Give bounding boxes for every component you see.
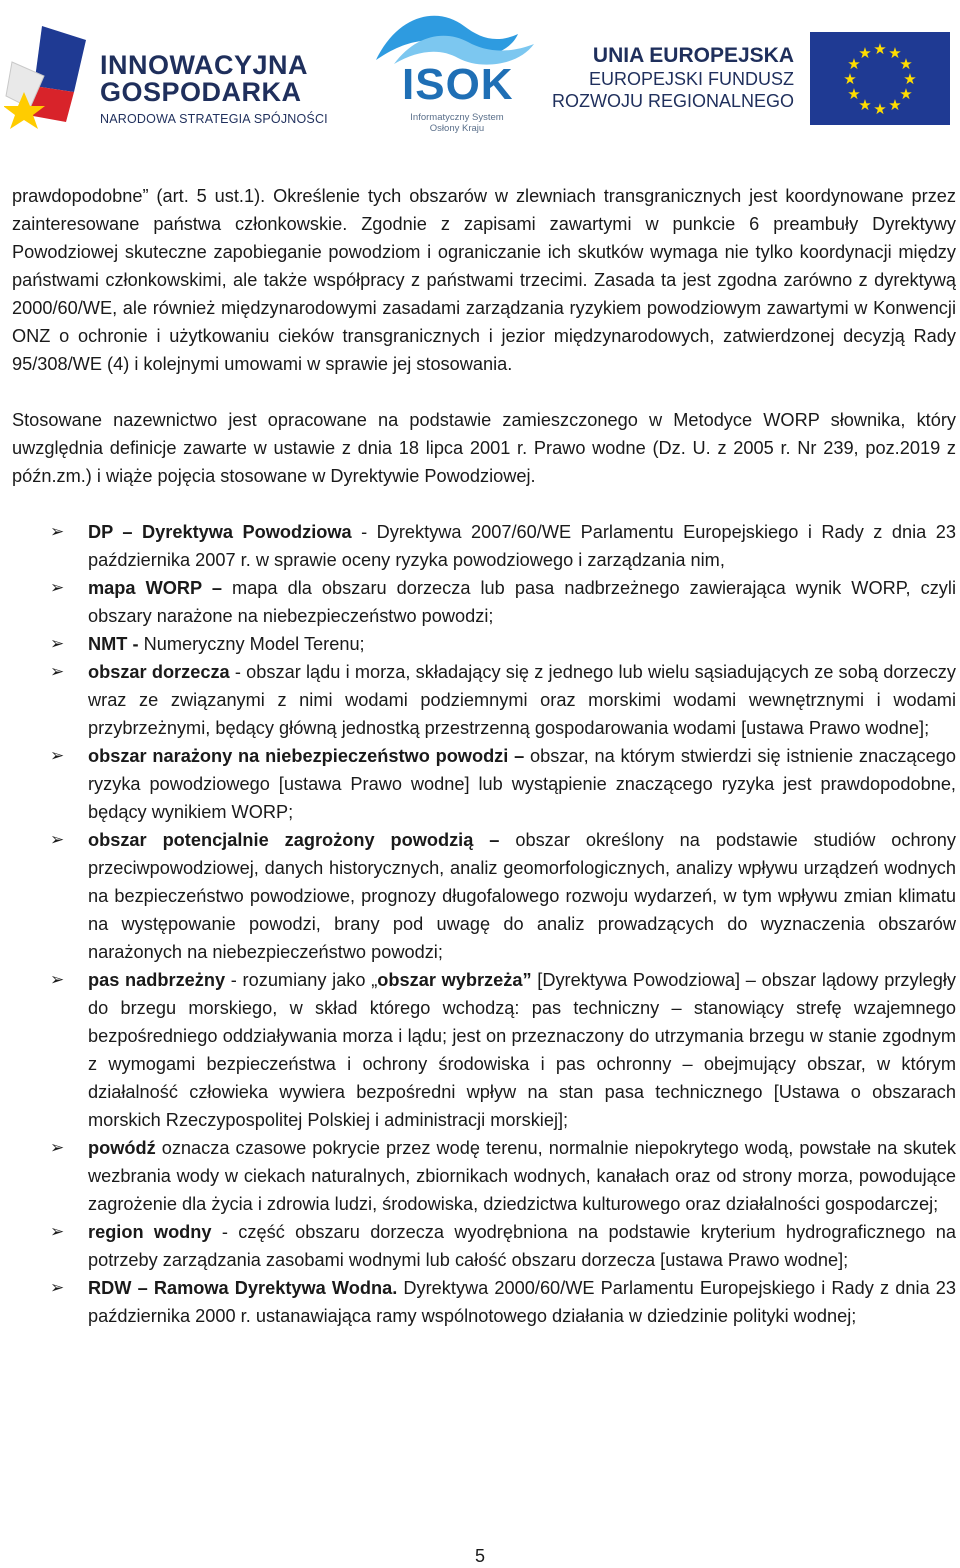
definition-text: obszar, na którym stwierdzi się istnienie znaczącego ryzyka powodziowego [ustawa Prawo wodne] lub wystąpienie znaczącego ryzyka jest prawdopodobne, będący wynikiem WORP;	[88, 746, 956, 822]
arrowhead-bullet-icon: ➢	[50, 634, 65, 653]
innowacyjna-gospodarka-logo	[4, 22, 344, 132]
arrowhead-bullet-icon: ➢	[50, 970, 65, 989]
definition-text: Dyrektywa 2000/60/WE Parlamentu Europejskiego i Rady z dnia 23 października 2000 r. ustanawiająca ramy wspólnotowego działania w dziedzinie polityki wodnej;	[88, 1278, 956, 1326]
innowacyjna-gospodarka-emblem-icon	[4, 22, 96, 132]
svg-text:★: ★	[858, 44, 872, 62]
arrowhead-bullet-icon: ➢	[50, 578, 65, 597]
definition-term: NMT -	[88, 634, 139, 654]
svg-text:★: ★	[873, 40, 887, 58]
definition-term: powódź	[88, 1138, 156, 1158]
definition-text: Numeryczny Model Terenu;	[138, 634, 365, 654]
definition-text: - rozumiany jako „	[225, 970, 378, 990]
svg-text:★: ★	[843, 70, 857, 88]
eu-fund-text	[548, 44, 794, 112]
body-paragraph: prawdopodobne” (art. 5 ust.1). Określenie tych obszarów w zlewniach transgranicznych jest koordynowane przez zainteresowane państwa członkowskie. Zgodnie z zapisami zawartymi w punkcie 6 preambuły Dyrektywy Powodziowej skuteczne zapobieganie powodziom i ograniczanie ich skutków wymaga nie tylko koordynacji między państwami członkowskimi, ale także współpracy z państwami trzecimi. Zasada ta jest zgodna zarówno z dyrektywą 2000/60/WE, ale również międzynarodowymi zasadami zarządzania ryzykiem powodziowym zawartymi w Konwencji ONZ o ochronie i użytkowaniu cieków transgranicznych i jezior międzynarodowych, zatwierdzonej decyzją Rady 95/308/WE (4) i kolejnymi umowami w sprawie jej stosowania.	[12, 186, 956, 374]
isok-subtitle	[402, 112, 512, 134]
eu-line-rozwoju: ROZWOJU REGIONALNEGO	[551, 91, 794, 111]
definition-text-continued: [Dyrektywa Powodziowa] – obszar lądowy przyległy do brzegu morskiego, w skład którego wchodzą: pas techniczny – stanowiący strefę wzajemnego bezpośredniego oddziaływania morza i lądu; jest on przeznaczony do utrzymania brzegu w stanie zgodnym z wymogami bezpieczeństwa i ochrony środowiska i pas ochronny – obejmujący obszar, w którym działalność człowieka wywiera bezpośredni wpływ na stan pasa technicznego [Ustawa o obszarach morskich Rzeczypospolitej Polskiej i administracji morskiej];	[88, 970, 956, 1130]
page-number: 5	[474, 1546, 485, 1566]
definition-term: region wodny	[88, 1222, 212, 1242]
svg-text:★: ★	[899, 85, 913, 103]
isok-subtitle-line2: Osłony Kraju	[429, 123, 485, 134]
arrowhead-bullet-icon: ➢	[50, 662, 65, 681]
document-body	[12, 182, 956, 1330]
arrowhead-bullet-icon: ➢	[50, 746, 65, 765]
isok-logo	[368, 4, 548, 144]
definition-term-secondary: obszar wybrzeża”	[377, 970, 532, 990]
arrowhead-bullet-icon: ➢	[50, 1138, 65, 1157]
logo-line-innowacyjna: INNOWACYJNA	[100, 50, 309, 80]
definition-text: obszar określony na podstawie studiów ochrony przeciwpowodziowej, danych historycznych, analiz geomorfologicznych, analizy wpływu urządzeń wodnych na bezpieczeństwo powodziowe, prognozy długofalowego rozwoju wydarzeń, w tym wpływu zmian klimatu na występowanie powodzi, brany pod uwagę do analiz prowadzących do wyznaczenia obszarów narażonych na niebezpieczeństwo powodzi;	[88, 830, 956, 962]
eu-stars-icon	[810, 32, 950, 125]
logo-line-strategia: NARODOWA STRATEGIA SPÓJNOŚCI	[100, 112, 328, 126]
arrowhead-bullet-icon: ➢	[50, 830, 65, 849]
body-paragraph: Stosowane nazewnictwo jest opracowane na podstawie zamieszczonego w Metodyce WORP słownika, który uwzględnia definicje zawarte w ustawie z dnia 18 lipca 2001 r. Prawo wodne (Dz. U. z 2005 r. Nr 239, poz.2019 z późn.zm.) i wiąże pojęcia stosowane w Dyrektywie Powodziowej.	[12, 410, 956, 486]
definition-term: obszar narażony na niebezpieczeństwo powodzi –	[88, 746, 525, 766]
page-header	[0, 0, 960, 150]
definition-item	[12, 1134, 956, 1218]
eu-flag-logo	[810, 32, 950, 125]
eu-line-unia: UNIA EUROPEJSKA	[592, 44, 794, 67]
logo-line-gospodarka: GOSPODARKA	[100, 77, 302, 107]
definition-item	[12, 966, 956, 1134]
svg-text:★: ★	[873, 100, 887, 118]
definition-item	[12, 658, 956, 742]
definition-term: DP – Dyrektywa Powodziowa	[88, 522, 352, 542]
svg-text:★: ★	[858, 96, 872, 114]
svg-text:★: ★	[847, 85, 861, 103]
svg-text:★: ★	[899, 55, 913, 73]
definition-item	[12, 630, 956, 658]
definition-text: - Dyrektywa 2007/60/WE Parlamentu Europejskiego i Rady z dnia 23 października 2007 r. w sprawie oceny ryzyka powodziowego i zarządzania nim,	[88, 522, 956, 570]
definition-text: - obszar lądu i morza, składający się z jednego lub wielu sąsiadujących ze sobą dorzeczy wraz ze związanymi z nimi wodami podziemnymi oraz morskimi wodami wewnętrznymi i wodami przybrzeżnymi, będący główną jednostką przestrzenną gospodarowania wodami [ustawa Prawo wodne];	[88, 662, 956, 738]
arrowhead-bullet-icon: ➢	[50, 522, 65, 541]
innowacyjna-gospodarka-wordmark	[100, 52, 328, 126]
arrowhead-bullet-icon: ➢	[50, 1222, 65, 1241]
arrowhead-bullet-icon: ➢	[50, 1278, 65, 1297]
definition-item	[12, 574, 956, 630]
definitions-list	[12, 518, 956, 1330]
svg-text:★: ★	[847, 55, 861, 73]
definition-text: mapa dla obszaru dorzecza lub pasa nadbrzeżnego zawierająca wynik WORP, czyli obszary narażone na niebezpieczeństwo powodzi;	[88, 578, 956, 626]
definition-term: mapa WORP –	[88, 578, 222, 598]
isok-wordmark: ISOK	[402, 60, 514, 109]
definition-term: RDW – Ramowa Dyrektywa Wodna.	[88, 1278, 398, 1298]
svg-text:★: ★	[903, 70, 917, 88]
eu-line-fundusz: EUROPEJSKI FUNDUSZ	[588, 69, 794, 89]
definition-item	[12, 826, 956, 966]
definition-item	[12, 742, 956, 826]
svg-text:★: ★	[888, 96, 902, 114]
definition-item	[12, 1274, 956, 1330]
definition-text: oznacza czasowe pokrycie przez wodę terenu, normalnie niepokrytego wodą, powstałe na skutek wezbrania wody w ciekach naturalnych, zbiornikach wodnych, kanałach oraz od strony morza, powodujące zagrożenie dla życia i zdrowia ludzi, środowiska, dziedzictwa kulturowego oraz działalności gospodarczej;	[88, 1138, 956, 1214]
definition-item	[12, 1218, 956, 1274]
definition-term: obszar potencjalnie zagrożony powodzią –	[88, 830, 500, 850]
definition-text: - część obszaru dorzecza wyodrębniona na podstawie kryterium hydrograficznego na potrzeby zarządzania zasobami wodnymi lub całość obszaru dorzecza [ustawa Prawo wodne];	[88, 1222, 957, 1270]
isok-subtitle-line1: Informatyczny System	[410, 112, 504, 123]
definition-item	[12, 518, 956, 574]
definition-term: obszar dorzecza	[88, 662, 230, 682]
svg-text:★: ★	[888, 44, 902, 62]
definition-term: pas nadbrzeżny	[88, 970, 226, 990]
